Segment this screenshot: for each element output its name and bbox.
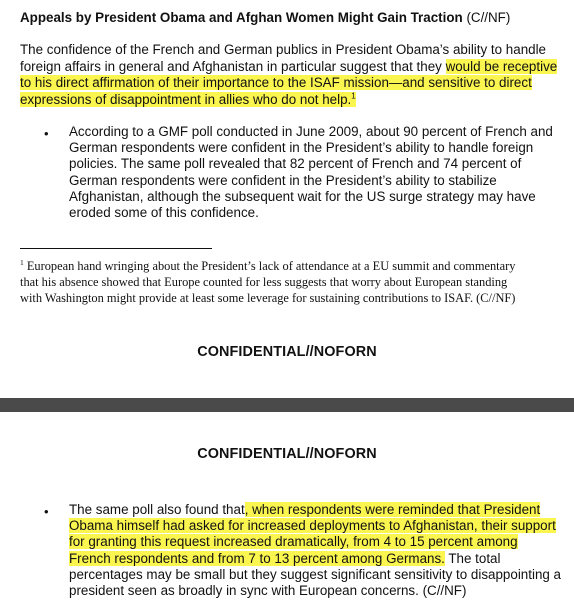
paragraph-line	[20, 59, 565, 76]
footnote-line: that his absence showed that Europe counted for less suggests that worry about European standing	[20, 275, 508, 290]
bullet-line: eroded some of this confidence.	[69, 205, 259, 221]
footnote-marker: 1	[20, 257, 24, 267]
bullet-line	[69, 502, 567, 518]
footnote-separator	[20, 248, 212, 249]
bullet-line: policies. The same poll revealed that 82 percent of French and 74 percent of	[69, 156, 522, 172]
bullet-line: German respondents were confident in the President’s ability to handle foreign	[69, 140, 534, 156]
footnote-line: with Washington might provide at least some leverage for sustaining contributions to ISAF. (C//NF)	[20, 291, 516, 306]
highlighted-text	[20, 92, 356, 107]
paragraph-line: The confidence of the French and German publics in President Obama’s ability to handle	[20, 42, 547, 57]
intro-paragraph	[20, 42, 565, 108]
bullet-text-plain: The total	[444, 550, 501, 566]
title-classification: (C//NF)	[466, 10, 511, 25]
section-heading: Appeals by President Obama and Afghan Women Might Gain Traction	[20, 10, 463, 25]
bullet-line: president seen as broadly in sync with European concerns. (C//NF)	[69, 583, 467, 599]
bullet-paragraph	[69, 124, 567, 221]
bullet-marker: •	[44, 126, 49, 141]
paragraph-text: foreign affairs in general and Afghanistan in particular suggest that they	[20, 58, 446, 74]
highlighted-text: for granting this request increased dramatically, from 4 to 15 percent among	[69, 534, 518, 550]
document-page-2	[0, 412, 574, 612]
classification-footer: CONFIDENTIAL//NOFORN	[197, 344, 377, 360]
highlighted-text: Obama himself had asked for increased deployments to Afghanistan, their support	[69, 518, 556, 534]
footnote-line	[20, 258, 560, 274]
highlighted-text: would be receptive	[445, 58, 558, 74]
footnote-reference: 1	[351, 91, 356, 101]
classification-header: CONFIDENTIAL//NOFORN	[197, 446, 377, 462]
paragraph-line	[20, 92, 565, 109]
page-separator	[0, 398, 574, 412]
bullet-marker: •	[44, 504, 49, 519]
bullet-line: Afghanistan, although the subsequent wait for the US surge strategy may have	[69, 188, 536, 204]
bullet-text-plain: The same poll also found that	[69, 502, 245, 517]
highlighted-text: to his direct affirmation of their importance to the ISAF mission—and sensitive to direct	[20, 75, 532, 91]
bullet-line	[69, 534, 567, 550]
bullet-paragraph	[69, 502, 567, 599]
bullet-line	[69, 518, 567, 534]
highlighted-text-content: expressions of disappointment in allies who do not help.	[20, 91, 352, 107]
bullet-line: According to a GMF poll conducted in June 2009, about 90 percent of French and	[69, 124, 553, 139]
footnote	[20, 258, 560, 307]
bullet-line	[69, 551, 567, 567]
footnote-text: European hand wringing about the President’s lack of attendance at a EU summit and commentary	[23, 259, 516, 273]
section-title	[20, 10, 510, 25]
bullet-line: percentages may be small but they suggest significant sensitivity to disappointing a	[69, 566, 562, 582]
bullet-line: German respondents were confident in the President’s ability to stabilize	[69, 172, 497, 188]
highlighted-text: , when respondents were reminded that President	[244, 502, 541, 517]
paragraph-line	[20, 75, 565, 92]
highlighted-text: French respondents and from 7 to 13 percent among Germans.	[69, 550, 445, 566]
